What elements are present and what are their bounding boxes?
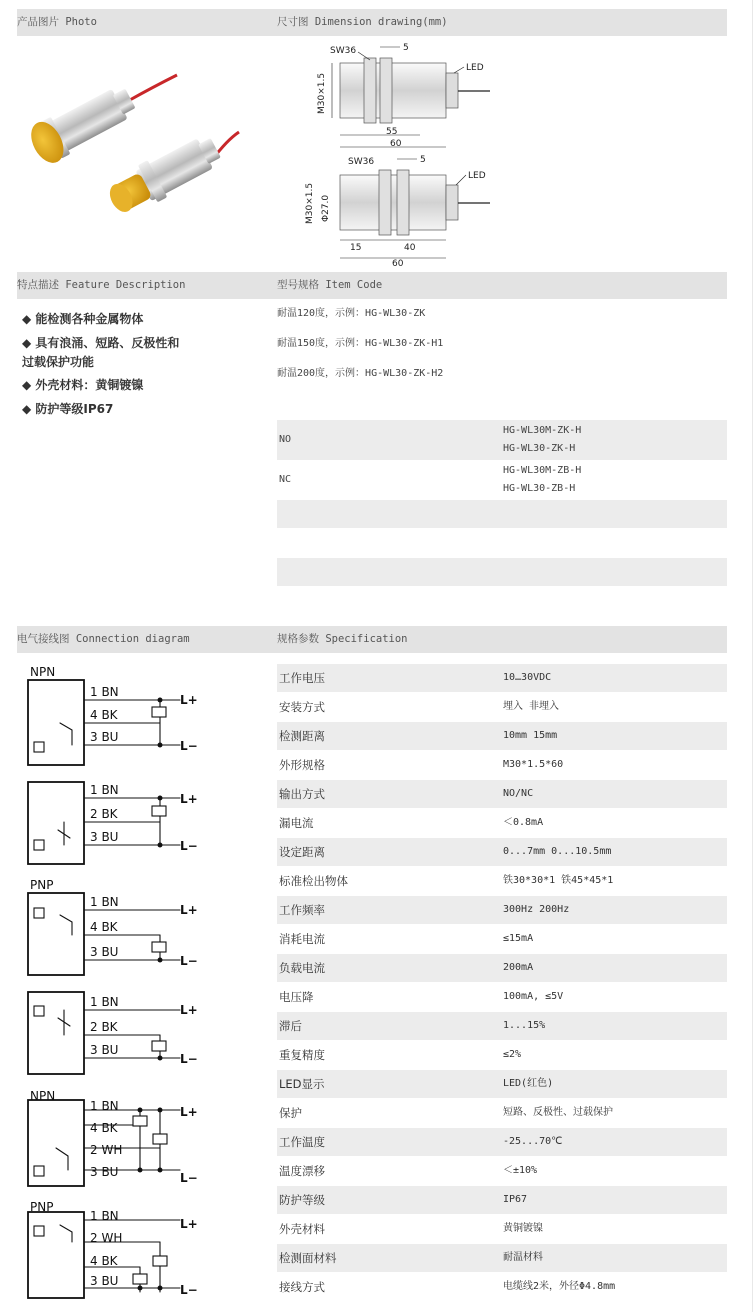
dim-bottom-dia: Φ27.0	[321, 194, 331, 222]
wiring-6-lplus: L+	[180, 1217, 198, 1231]
item-code-row-nc	[277, 460, 727, 500]
spec-value: NO/NC	[503, 788, 534, 799]
spec-key: 安装方式	[279, 700, 325, 714]
dim-top-nut: 5	[403, 43, 409, 53]
wiring-1-bk: 4 BK	[90, 708, 118, 722]
spec-key: LED显示	[279, 1077, 325, 1091]
dim-top-len1: 55	[386, 127, 398, 137]
wiring-1-bu: 3 BU	[90, 730, 119, 744]
spec-key: 设定距离	[279, 845, 325, 859]
item-code-nc-code-2: HG-WL30-ZB-H	[503, 483, 576, 494]
dim-bottom-led: LED	[468, 171, 486, 181]
dimension-top	[317, 43, 490, 149]
wiring-3-type: PNP	[30, 878, 54, 892]
dim-top-thread: M30×1.5	[317, 72, 327, 114]
spec-row	[277, 867, 727, 895]
feature-2: ◆ 具有浪涌、短路、反极性和	[22, 336, 180, 350]
spec-row	[277, 722, 727, 750]
dim-top-led: LED	[466, 63, 484, 73]
wiring-1-bn: 1 BN	[90, 685, 119, 699]
spec-key: 工作频率	[279, 903, 325, 917]
wiring-4-bu: 3 BU	[90, 1043, 119, 1057]
spec-key: 接线方式	[279, 1280, 325, 1294]
item-code-no-code-1: HG-WL30M-ZK-H	[503, 425, 582, 436]
spec-key: 检测距离	[279, 729, 325, 743]
spec-key: 工作电压	[279, 671, 325, 685]
wiring-4-lplus: L+	[180, 1003, 198, 1017]
spec-header: 规格参数 Specification	[277, 633, 408, 645]
dim-bottom-len2: 60	[392, 259, 404, 269]
spec-row	[277, 1099, 727, 1127]
spec-key: 温度漂移	[279, 1164, 325, 1178]
dimension-header: 尺寸图 Dimension drawing(mm)	[277, 16, 448, 28]
dim-top-wrench: SW36	[330, 46, 357, 56]
spec-row	[277, 954, 727, 982]
spec-value: ＜0.8mA	[503, 817, 544, 828]
spec-value: -25...70℃	[503, 1136, 563, 1147]
dim-top-len2: 60	[390, 139, 402, 149]
item-code-row-empty-1	[277, 500, 727, 528]
wiring-3-lplus: L+	[180, 903, 198, 917]
item-code-nc-code-1: HG-WL30M-ZB-H	[503, 465, 582, 476]
connection-header: 电气接线图 Connection diagram	[17, 633, 190, 645]
page-right-border	[752, 0, 753, 1312]
product-photo	[17, 70, 247, 240]
spec-value: ≤2%	[503, 1049, 522, 1060]
dim-bottom-len1: 40	[404, 243, 416, 253]
spec-row	[277, 896, 727, 924]
spec-row	[277, 693, 727, 721]
spec-value: 100mA, ≤5V	[503, 991, 564, 1002]
spec-row	[277, 1244, 727, 1272]
item-code-line-1: 耐温120度，示例：HG-WL30-ZK	[277, 308, 426, 319]
spec-value: ≤15mA	[503, 933, 534, 944]
wiring-6-bk: 4 BK	[90, 1254, 118, 1268]
wiring-6-bu: 3 BU	[90, 1274, 119, 1288]
wiring-2-bn: 1 BN	[90, 783, 119, 797]
spec-row	[277, 1215, 727, 1243]
wiring-5-type: NPN	[30, 1089, 56, 1103]
spec-value: 300Hz 200Hz	[503, 904, 570, 915]
item-code-no-label: NO	[279, 434, 292, 445]
spec-value: 电缆线2米，外径Φ4.8mm	[503, 1281, 616, 1292]
wiring-2-bk: 2 BK	[90, 807, 118, 821]
spec-value: 埋入 非埋入	[503, 701, 560, 712]
wiring-1-lplus: L+	[180, 693, 198, 707]
spec-value: LED(红色)	[503, 1078, 554, 1089]
wiring-5-bn: 1 BN	[90, 1099, 119, 1113]
spec-key: 消耗电流	[279, 932, 325, 946]
spec-key: 电压降	[279, 990, 314, 1004]
spec-value: 200mA	[503, 962, 534, 973]
feature-header-bar	[17, 272, 275, 299]
spec-row	[277, 664, 727, 692]
spec-value: ＜±10%	[503, 1165, 538, 1176]
item-code-no-code-2: HG-WL30-ZK-H	[503, 443, 576, 454]
spec-value: 耐温材料	[503, 1252, 543, 1263]
wiring-diagrams	[20, 660, 220, 1310]
spec-row	[277, 809, 727, 837]
feature-1: ◆ 能检测各种金属物体	[22, 312, 144, 326]
spec-key: 标准检出物体	[279, 874, 348, 888]
spec-key: 保护	[279, 1106, 302, 1120]
wiring-2-lplus: L+	[180, 792, 198, 806]
dimension-header-bar	[275, 9, 727, 36]
item-code-header-bar	[275, 272, 727, 299]
spec-value: M30*1.5*60	[503, 759, 564, 770]
spec-key: 外形规格	[279, 758, 325, 772]
spec-value: 0...7mm 0...10.5mm	[503, 846, 612, 857]
spec-value: 1...15%	[503, 1020, 546, 1031]
wiring-6-type: PNP	[30, 1200, 54, 1214]
wiring-2-bu: 3 BU	[90, 830, 119, 844]
dimension-drawing	[300, 40, 500, 270]
spec-value: 铁30*30*1 铁45*45*1	[503, 875, 614, 886]
dimension-bottom	[305, 155, 490, 269]
spec-row	[277, 1128, 727, 1156]
wiring-3-bu: 3 BU	[90, 945, 119, 959]
spec-value: 黄铜镀镍	[503, 1223, 543, 1234]
spec-row	[277, 983, 727, 1011]
feature-4: ◆ 防护等级IP67	[22, 402, 114, 416]
spec-key: 外壳材料	[279, 1222, 325, 1236]
spec-value: 10mm 15mm	[503, 730, 558, 741]
spec-row	[277, 1273, 727, 1301]
spec-row	[277, 1012, 727, 1040]
spec-row	[277, 838, 727, 866]
wiring-6-wh: 2 WH	[90, 1231, 123, 1245]
spec-key: 检测面材料	[279, 1251, 337, 1265]
dim-bottom-wrench: SW36	[348, 157, 375, 167]
photo-header-bar	[17, 9, 275, 36]
spec-row	[277, 925, 727, 953]
spec-row	[277, 1041, 727, 1069]
spec-value: 短路、反极性、过载保护	[503, 1107, 613, 1118]
connection-header-bar	[17, 626, 275, 653]
spec-key: 重复精度	[279, 1048, 325, 1062]
dim-bottom-thread: M30×1.5	[305, 182, 315, 224]
photo-header: 产品图片 Photo	[17, 16, 97, 28]
wiring-4-bn: 1 BN	[90, 995, 119, 1009]
wiring-5-wh: 2 WH	[90, 1143, 123, 1157]
spec-value: IP67	[503, 1194, 528, 1205]
item-code-row-empty-2	[277, 558, 727, 586]
dim-bottom-len0: 15	[350, 243, 362, 253]
item-code-line-3: 耐温200度，示例：HG-WL30-ZK-H2	[277, 368, 444, 379]
item-code-row-no	[277, 420, 727, 460]
wiring-6-bn: 1 BN	[90, 1209, 119, 1223]
spec-row	[277, 751, 727, 779]
spec-row	[277, 1157, 727, 1185]
wiring-1-type: NPN	[30, 665, 56, 679]
spec-key: 滞后	[279, 1019, 302, 1033]
wiring-2-lminus: L−	[180, 839, 198, 853]
wiring-3-bn: 1 BN	[90, 895, 119, 909]
wiring-1-lminus: L−	[180, 739, 198, 753]
item-code-line-2: 耐温150度，示例：HG-WL30-ZK-H1	[277, 338, 444, 349]
wiring-3-lminus: L−	[180, 954, 198, 968]
spec-key: 防护等级	[279, 1193, 325, 1207]
wiring-5-lplus: L+	[180, 1105, 198, 1119]
feature-3: ◆ 外壳材料：黄铜镀镍	[22, 378, 144, 392]
feature-2b: 过载保护功能	[22, 355, 95, 369]
spec-row	[277, 1186, 727, 1214]
spec-key: 负载电流	[279, 961, 325, 975]
spec-key: 输出方式	[279, 787, 325, 801]
sensor-1	[25, 75, 177, 168]
feature-header: 特点描述 Feature Description	[17, 279, 186, 291]
wiring-6-lminus: L−	[180, 1283, 198, 1297]
wiring-4-bk: 2 BK	[90, 1020, 118, 1034]
wiring-5-bk: 4 BK	[90, 1121, 118, 1135]
spec-row	[277, 780, 727, 808]
wiring-3-bk: 4 BK	[90, 920, 118, 934]
spec-key: 漏电流	[279, 816, 314, 830]
wiring-5-bu: 3 BU	[90, 1165, 119, 1179]
spec-row	[277, 1070, 727, 1098]
wiring-5-lminus: L−	[180, 1171, 198, 1185]
sensor-2	[103, 129, 239, 221]
dim-bottom-nut: 5	[420, 155, 426, 165]
spec-value: 10…30VDC	[503, 672, 552, 683]
item-code-header: 型号规格 Item Code	[277, 279, 383, 291]
spec-header-bar	[275, 626, 727, 653]
spec-key: 工作温度	[279, 1135, 325, 1149]
wiring-4-lminus: L−	[180, 1052, 198, 1066]
item-code-nc-label: NC	[279, 474, 292, 485]
